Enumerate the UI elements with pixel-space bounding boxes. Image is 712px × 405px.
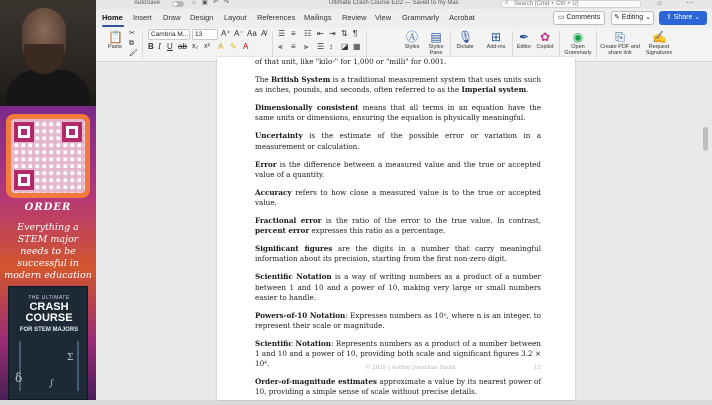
ribbon-separator xyxy=(596,31,597,59)
webcam-feed xyxy=(0,0,96,106)
term-bold: Dimensionally consistent xyxy=(255,103,359,113)
font-name-select[interactable]: Cambria M... xyxy=(148,29,190,40)
justify-icon[interactable]: ☰ xyxy=(317,42,325,51)
add-ins-label: Add-ins xyxy=(486,44,506,50)
paragraph xyxy=(255,244,541,264)
paragraph xyxy=(255,131,541,151)
paragraph-text: is the estimate of the possible error or variation in a measurement or calculation. xyxy=(255,131,541,151)
term-bold: Powers-of-10 Notation xyxy=(255,310,346,320)
qr-finder-bottom-left xyxy=(14,170,34,190)
delta-symbol-icon: δ xyxy=(15,371,23,385)
tab-home[interactable]: Home xyxy=(102,13,123,22)
qr-finder-top-left xyxy=(14,122,34,142)
term-bold: Scientific Notation xyxy=(255,338,331,348)
comment-icon: ▭ xyxy=(557,14,567,21)
footer-copyright: © 2025 | Author Jonathan David xyxy=(365,365,456,371)
clear-formatting-icon[interactable]: A̸ xyxy=(261,29,267,38)
copilot-button[interactable] xyxy=(534,30,556,50)
autosave-label: AutoSave xyxy=(134,0,161,6)
webcam-person-body xyxy=(6,70,90,110)
term-bold: Order-of-magnitude estimates xyxy=(255,377,377,387)
page-number: 15 xyxy=(534,365,541,371)
integral-symbol-icon: ∫ xyxy=(49,379,54,389)
sigma-symbol-icon: Σ xyxy=(67,353,74,363)
highlight-icon[interactable]: ✎ xyxy=(230,42,237,51)
paragraph xyxy=(255,216,541,236)
book-cover xyxy=(8,286,88,400)
tab-view[interactable]: View xyxy=(375,13,392,22)
signature-icon: ✍ xyxy=(652,30,667,44)
styles-pane-button[interactable] xyxy=(423,30,449,56)
vertical-scrollbar[interactable] xyxy=(703,127,708,151)
request-signatures-label: Request Signatures xyxy=(645,44,673,56)
align-left-icon[interactable]: ⫷ xyxy=(278,42,283,51)
term-bold: Significant figures xyxy=(255,244,333,254)
document-area xyxy=(96,57,712,400)
search-box[interactable] xyxy=(501,0,641,8)
paragraph-text: is a way of writing numbers as a product of a number between 1 and 10 and a power of 10, making very large or small numbers easier to handle. xyxy=(255,272,541,302)
qr-code[interactable] xyxy=(11,119,85,193)
paragraph-text: The xyxy=(255,75,271,85)
paragraph xyxy=(255,160,541,180)
text-effects-icon[interactable]: A xyxy=(218,42,224,51)
book-cover-title: CRASH COURSE xyxy=(25,301,73,324)
term-bold: percent error xyxy=(255,226,310,236)
styles-pane-icon: ▤ xyxy=(430,30,442,44)
left-panel xyxy=(0,0,96,400)
share-icon: ⇪ xyxy=(665,14,674,21)
borders-icon[interactable]: ▦ xyxy=(353,42,361,51)
paragraph-text: . xyxy=(526,85,529,95)
ribbon-separator xyxy=(559,31,560,59)
bullets-icon[interactable]: ☰ xyxy=(278,29,286,38)
redo-icon[interactable]: ↷ xyxy=(224,0,230,6)
request-signatures-button[interactable] xyxy=(642,30,676,56)
pencil-icon: ✎ xyxy=(613,14,622,21)
editing-mode-button[interactable] xyxy=(611,11,654,25)
dictate-label: Dictate xyxy=(456,44,474,50)
term-bold: Accuracy xyxy=(255,187,292,197)
promo-tagline: Everything a STEM major needs to be successful in modern education xyxy=(4,222,92,281)
styles-button[interactable] xyxy=(398,30,426,50)
tab-references[interactable]: References xyxy=(257,13,296,22)
comments-label: Comments xyxy=(566,14,601,21)
create-pdf-label: Create PDF and share link xyxy=(600,44,640,56)
editor-label: Editor xyxy=(516,44,532,50)
ribbon-separator xyxy=(512,31,513,59)
share-label: Share xyxy=(673,14,693,21)
undo-icon[interactable]: ↶ xyxy=(213,0,219,6)
shrink-font-icon[interactable]: A⁻ xyxy=(234,29,244,38)
tab-mailings[interactable]: Mailings xyxy=(304,13,332,22)
strikethrough-icon[interactable]: ab xyxy=(178,42,187,51)
subscript-icon[interactable]: x₂ xyxy=(192,43,199,50)
open-grammarly-button[interactable] xyxy=(563,30,593,56)
superscript-icon[interactable]: x² xyxy=(204,43,210,50)
paragraph-text: approximate a value by its nearest power of 10, providing a simple sense of scale without precise details. xyxy=(255,377,541,397)
paragraph-text: : Represents numbers as a product of a number between 1 and 10 and a power of 10, providing both scale and significant figures 3.2 × 10⁴. xyxy=(255,338,541,369)
decrease-indent-icon[interactable]: ⇤ xyxy=(317,29,324,38)
search-icon: ⌕ xyxy=(505,0,509,6)
font-color-icon[interactable]: A xyxy=(243,42,249,51)
dictate-button[interactable] xyxy=(451,30,479,50)
editor-button[interactable] xyxy=(514,30,534,50)
tab-review[interactable]: Review xyxy=(342,13,367,22)
term-bold: Error xyxy=(255,159,277,169)
paragraph-text: means that all terms in an equation have the same units or dimensions, ensuring the equation is physically meaningful. xyxy=(255,103,541,123)
account-icon[interactable]: ☺ xyxy=(656,0,664,7)
font-size-select[interactable]: 13 xyxy=(192,29,218,40)
align-right-icon[interactable]: ⫸ xyxy=(304,42,309,51)
copilot-label: Copilot xyxy=(536,44,554,50)
pdf-share-icon: ⎘ xyxy=(615,30,625,44)
add-ins-button[interactable] xyxy=(481,30,511,50)
word-window xyxy=(96,0,712,400)
order-label: ORDER xyxy=(24,202,72,213)
term-bold: Uncertainty xyxy=(255,131,303,141)
grammarly-icon: ◉ xyxy=(572,30,584,44)
autosave-toggle[interactable] xyxy=(172,1,184,7)
line-spacing-icon[interactable]: ↕ xyxy=(329,42,333,51)
increase-indent-icon[interactable]: ⇥ xyxy=(329,29,336,38)
editor-icon: ✒ xyxy=(518,30,530,44)
multilevel-list-icon[interactable]: ☷ xyxy=(304,29,312,38)
underline-icon[interactable]: U xyxy=(167,42,173,51)
search-placeholder: Search (Cmd + Ctrl + U) xyxy=(514,1,579,7)
paragraph-text: expresses this ratio as a percentage. xyxy=(309,226,446,236)
paragraph xyxy=(255,57,541,67)
align-center-icon[interactable]: ≡ xyxy=(291,42,296,51)
editing-label: Editing xyxy=(621,14,644,21)
paragraph-text: of that unit, like "kilo-" for 1,000 or "milli" for 0.001. xyxy=(255,57,447,66)
promo-panel xyxy=(0,106,96,400)
chevron-down-icon: ⌄ xyxy=(643,14,652,21)
tab-design[interactable]: Design xyxy=(190,13,214,22)
ribbon-separator xyxy=(272,31,273,59)
tab-grammarly[interactable]: Grammarly xyxy=(402,13,440,22)
shading-icon[interactable]: ◪ xyxy=(341,42,349,51)
share-chevron-icon: ⌄ xyxy=(692,14,701,21)
tab-layout[interactable]: Layout xyxy=(224,13,247,22)
styles-pane-label: Styles Pane xyxy=(428,44,444,56)
copy-icon[interactable]: ⧉ xyxy=(129,40,134,47)
paragraph xyxy=(255,75,541,95)
styles-label: Styles xyxy=(404,44,420,50)
italic-icon[interactable]: I xyxy=(158,42,162,51)
paragraph-text: is a traditional measurement system that uses units such as inches, pounds, and seconds, often referred to as the xyxy=(255,75,541,95)
tab-acrobat[interactable]: Acrobat xyxy=(449,13,475,22)
copilot-icon: ✿ xyxy=(539,30,551,44)
ribbon-separator xyxy=(366,31,367,59)
numbering-icon[interactable]: ≡ xyxy=(291,29,296,38)
active-tab-indicator xyxy=(102,25,124,27)
add-ins-icon: ⊞ xyxy=(490,30,502,44)
paragraph xyxy=(255,377,541,397)
term-bold: Fractional error xyxy=(255,216,322,226)
microphone-icon: 🎙 xyxy=(458,30,474,44)
comments-button[interactable] xyxy=(553,11,605,25)
save-icon[interactable]: ▣ xyxy=(202,0,208,6)
book-cover-subtitle: FOR STEM MAJORS xyxy=(19,327,79,333)
paragraph-text: are the digits in a number that carry meaningful information about its precision, starting from the first non-zero digit. xyxy=(255,244,542,264)
book-cover-kicker: THE ULTIMATE xyxy=(28,295,70,301)
tab-draw[interactable]: Draw xyxy=(163,13,181,22)
create-pdf-button[interactable] xyxy=(600,30,640,56)
tab-insert[interactable]: Insert xyxy=(133,13,152,22)
clipboard-icon: 📋 xyxy=(108,30,123,44)
format-painter-icon[interactable]: 🖌 xyxy=(129,50,138,57)
grow-font-icon[interactable]: A⁺ xyxy=(221,29,231,38)
share-button[interactable] xyxy=(659,11,707,25)
home-icon[interactable]: ⌂ xyxy=(192,0,196,6)
paragraph-text: is the ratio of the error to the true value. In contrast, xyxy=(321,216,542,226)
bold-icon[interactable]: B xyxy=(148,42,154,51)
qr-code-frame[interactable] xyxy=(6,114,90,198)
document-body[interactable] xyxy=(255,57,541,405)
more-options-icon[interactable]: ⋯ xyxy=(686,0,694,7)
title-bar xyxy=(96,0,712,9)
paragraph xyxy=(255,311,541,331)
paragraph xyxy=(255,188,541,208)
paste-button[interactable] xyxy=(102,30,128,50)
cut-icon[interactable]: ✂ xyxy=(129,30,135,37)
term-bold: British System xyxy=(270,75,331,85)
paragraph xyxy=(255,272,541,302)
paragraph-text: : Expresses numbers as 10ⁿ, where n is an integer, to represent their scale or magnitude. xyxy=(255,310,541,330)
qr-finder-top-right xyxy=(62,122,82,142)
term-bold: Scientific Notation xyxy=(255,272,332,282)
ribbon-separator xyxy=(142,31,143,59)
paragraph-text: refers to how close a measured value is to the true or accepted value. xyxy=(255,187,541,207)
paste-label: Paste xyxy=(107,44,123,50)
sort-icon[interactable]: ⇅ xyxy=(341,29,348,38)
show-formatting-icon[interactable]: ¶ xyxy=(353,29,358,38)
document-title: Ultimate Crash Course ED2 — Saved to my Mac xyxy=(329,0,459,6)
ribbon-tabs xyxy=(96,10,712,27)
term-bold: Imperial system xyxy=(461,85,527,95)
document-page[interactable] xyxy=(217,57,575,400)
styles-icon: Ⓐ xyxy=(405,30,418,44)
paragraph-text: is the difference between a measured value and the true or accepted value of a quantity. xyxy=(255,159,541,179)
change-case-icon[interactable]: Aa xyxy=(247,29,257,38)
grammarly-label: Open Grammarly xyxy=(564,44,592,56)
paragraph xyxy=(255,103,541,123)
